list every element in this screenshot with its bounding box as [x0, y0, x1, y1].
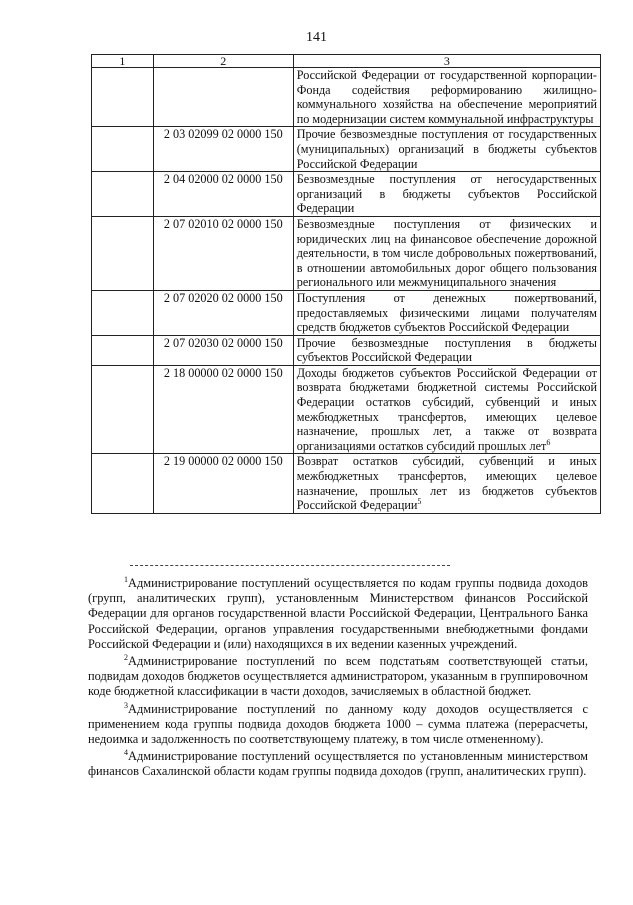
column-header-3: 3	[293, 55, 600, 68]
revenue-description-cell	[293, 127, 600, 172]
footnote	[88, 654, 588, 700]
admin-code-cell	[92, 454, 154, 513]
revenue-description-text: Доходы бюджетов субъектов Российской Федерации от возврата бюджетами бюджетной системы Российской Федерации остатков субсидий, субвенций и иных межбюджетных трансфертов, имеющих целевое назначение, прошлых лет, а также от возврата организациями остатков субсидий прошлых лет	[296, 365, 597, 453]
table-row	[92, 335, 601, 365]
page-number: 141	[306, 30, 327, 45]
revenue-code-cell: 2 18 00000 02 0000 150	[153, 365, 293, 454]
table-row	[92, 290, 601, 335]
footnote-number: 2	[124, 652, 128, 662]
footnote-number: 4	[124, 748, 128, 758]
revenue-code-cell: 2 04 02000 02 0000 150	[153, 172, 293, 217]
footnote-ref: 6	[546, 437, 551, 447]
admin-code-cell	[92, 172, 154, 217]
admin-code-cell	[92, 335, 154, 365]
admin-code-cell	[92, 365, 154, 454]
footnote-number: 3	[124, 700, 128, 710]
revenue-description-cell	[293, 68, 600, 127]
revenue-description-cell	[293, 454, 600, 513]
revenue-description-cell	[293, 335, 600, 365]
revenue-code-cell: 2 07 02030 02 0000 150	[153, 335, 293, 365]
revenue-code-cell	[153, 68, 293, 127]
revenue-description-cell	[293, 290, 600, 335]
footnote-separator	[130, 565, 450, 566]
revenue-description-text: Безвозмездные поступления от физических и юридических лиц на финансовое обеспечение дорожной деятельности, в том числе добровольных пожертвований, в отношении автомобильных дорог общего пользования регионального или межмуниципального значения	[296, 216, 597, 290]
revenue-description-text: Прочие безвозмездные поступления в бюджеты субъектов Российской Федерации	[296, 335, 597, 365]
table-header-row	[92, 55, 601, 68]
footnote	[88, 749, 588, 779]
table-row	[92, 127, 601, 172]
admin-code-cell	[92, 68, 154, 127]
revenue-description-cell	[293, 216, 600, 290]
admin-code-cell	[92, 290, 154, 335]
revenue-description-text: Возврат остатков субсидий, субвенций и иных межбюджетных трансфертов, имеющих целевое назначение, прошлых лет из бюджетов субъектов Российской Федерации	[296, 454, 597, 513]
footnote-ref: 5	[417, 497, 422, 507]
footnote-text: Администрирование поступлений по данному коду доходов осуществляется с применением кода группы подвида доходов бюджета 1000 – сумма платежа (перерасчеты, недоимка и задолженность по соответствующему платежу, в том числе отмененному).	[88, 701, 588, 747]
footnote	[88, 576, 588, 652]
table-row	[92, 365, 601, 454]
admin-code-cell	[92, 216, 154, 290]
column-header-1: 1	[92, 55, 154, 68]
revenue-code-cell: 2 07 02010 02 0000 150	[153, 216, 293, 290]
footnote-number: 1	[124, 574, 128, 584]
admin-code-cell	[92, 127, 154, 172]
revenue-description-cell	[293, 365, 600, 454]
revenue-codes-table	[91, 54, 601, 514]
revenue-description-text: Прочие безвозмездные поступления от государственных (муниципальных) организаций в бюджеты субъектов Российской Федерации	[296, 127, 597, 171]
footnote-text: Администрирование поступлений осуществляется по кодам группы подвида доходов (групп, аналитических групп), установленным Министерством финансов Российской Федерации для органов государственной власти Российской Федерации, Центрального Банка Российской Федерации, органов управления государственными внебюджетными фондами Российской Федерации и (или) находящихся в их ведении казенных учреждений.	[88, 576, 588, 651]
table-row	[92, 68, 601, 127]
footnote	[88, 702, 588, 748]
footnote-text: Администрирование поступлений по всем подстатьям соответствующей статьи, подвидам доходов бюджетов осуществляется администратором, указанным в группировочном коде бюджетной классификации в части доходов, зачисляемых в областной бюджет.	[88, 654, 588, 699]
revenue-code-cell: 2 03 02099 02 0000 150	[153, 127, 293, 172]
revenue-description-text: Поступления от денежных пожертвований, предоставляемых физическими лицами получателям средств бюджетов субъектов Российской Федерации	[296, 290, 597, 335]
revenue-description-cell	[293, 172, 600, 217]
footnotes-section	[88, 576, 588, 782]
revenue-description-text: Российской Федерации от государственной корпорации-Фонда содействия реформированию жилищно-коммунального хозяйства на обеспечение мероприятий по модернизации систем коммунальной инфраструктуры	[296, 68, 597, 126]
table-row	[92, 454, 601, 513]
revenue-code-cell: 2 19 00000 02 0000 150	[153, 454, 293, 513]
table-row	[92, 216, 601, 290]
column-header-2: 2	[153, 55, 293, 68]
table-row	[92, 172, 601, 217]
revenue-code-cell: 2 07 02020 02 0000 150	[153, 290, 293, 335]
footnote-text: Администрирование поступлений осуществляется по установленным министерством финансов Сахалинской области кодам группы подвида доходов (групп, аналитических групп).	[88, 749, 588, 779]
revenue-description-text: Безвозмездные поступления от негосударственных организаций в бюджеты субъектов Российской Федерации	[296, 172, 597, 216]
